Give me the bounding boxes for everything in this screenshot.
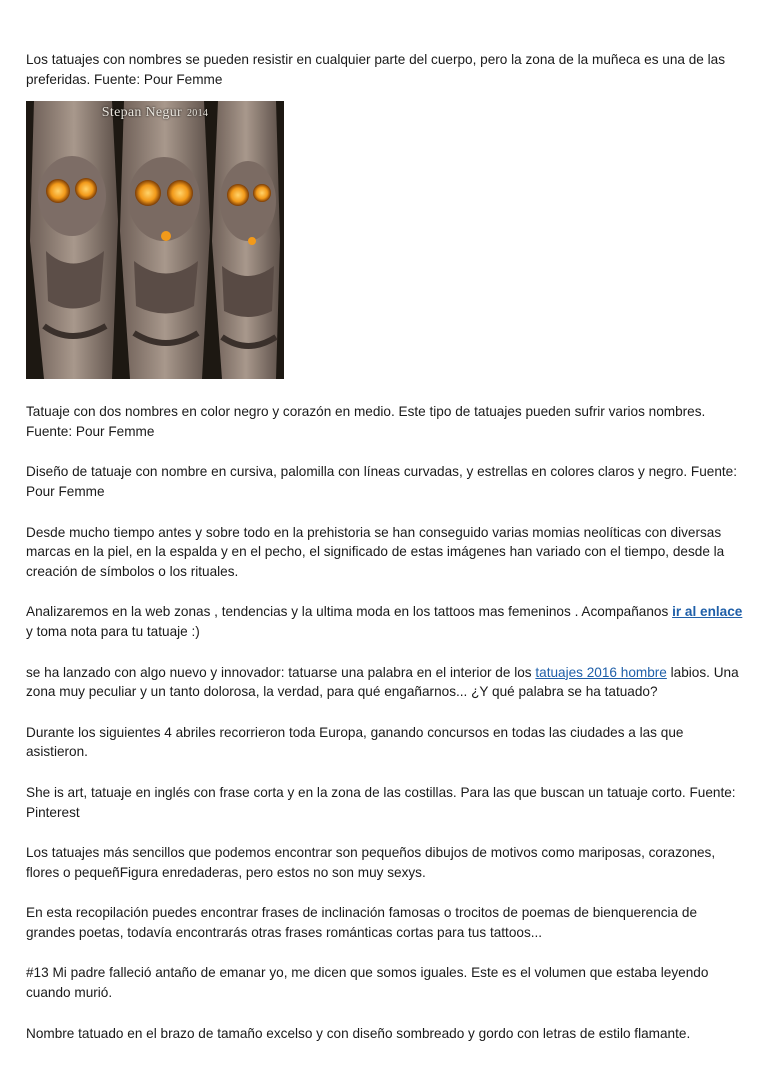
ir-al-enlace-link[interactable]: ir al enlace (672, 604, 743, 620)
paragraph-3: Desde mucho tiempo antes y sobre todo en la prehistoria se han conseguido varias momias neolíticas con diversas marcas en la piel, en la espalda y en el pecho, el significado de estas imágenes han variado con el tiempo, desde la creación de símbolos o los rituales. (26, 524, 725, 579)
watermark-year: 2014 (187, 108, 209, 120)
paragraph-7: She is art, tatuaje en inglés con frase corta y en la zona de las costillas. Para las que buscan un tatuaje corto. Fuente: Pinterest (26, 784, 736, 820)
tattoo-photo (26, 101, 284, 379)
document-body (26, 50, 744, 1064)
paragraph-11: Nombre tatuado en el brazo de tamaño excelso y con diseño sombreado y gordo con letras de estilo flamante. (26, 1025, 691, 1041)
forearm-tattoo-illustration (26, 101, 284, 379)
paragraph-8: Los tatuajes más sencillos que podemos encontrar son pequeños dibujos de motivos como mariposas, corazones, flores o pequeñFigura enredaderas, pero estos no son muy sexys. (26, 845, 716, 880)
paragraph-5 (26, 663, 744, 702)
paragraph-1: Tatuaje con dos nombres en color negro y corazón en medio. Este tipo de tatuajes pueden sufrir varios nombres. Fuente: Pour Femme (26, 404, 706, 439)
paragraph-2: Diseño de tatuaje con nombre en cursiva, palomilla con líneas curvadas, y estrellas en colores claros y negro. Fuente: Pour Femme (26, 464, 738, 499)
paragraph-9: En esta recopilación puedes encontrar frases de inclinación famosas o trocitos de poemas de bienquerencia de grandes poetas, todavía encontrarás otras frases románticas cortas para tus tattoos... (26, 905, 698, 940)
tatuajes-2016-hombre-link[interactable]: tatuajes 2016 hombre (535, 664, 667, 680)
watermark-name: Stepan Negur (101, 105, 182, 121)
paragraph-4-text-after: y toma nota para tu tatuaje :) (26, 623, 200, 639)
paragraph-10: #13 Mi padre falleció antaño de emanar yo, me dicen que somos iguales. Este es el volumen que estaba leyendo cuando murió. (26, 965, 709, 1001)
intro-paragraph: Los tatuajes con nombres se pueden resistir en cualquier parte del cuerpo, pero la zona de la muñeca es una de las preferidas. Fuente: Pour Femme (26, 52, 726, 87)
paragraph-4 (26, 602, 744, 641)
paragraph-5-text-after: labios. Una zona muy peculiar y un tanto dolorosa, la verdad, para qué engañarnos... ¿Y qué palabra se ha tatuado? (26, 664, 739, 700)
paragraph-6: Durante los siguientes 4 abriles recorrieron toda Europa, ganando concursos en todas las ciudades a las que asistieron. (26, 724, 684, 760)
paragraph-5-text-before: se ha lanzado con algo nuevo y innovador: tatuarse una palabra en el interior de los (26, 664, 536, 680)
paragraph-4-text-before: Analizaremos en la web zonas , tendencias y la ultima moda en los tattoos mas femeninos . Acompañanos (26, 604, 673, 620)
photo-watermark (26, 105, 284, 121)
